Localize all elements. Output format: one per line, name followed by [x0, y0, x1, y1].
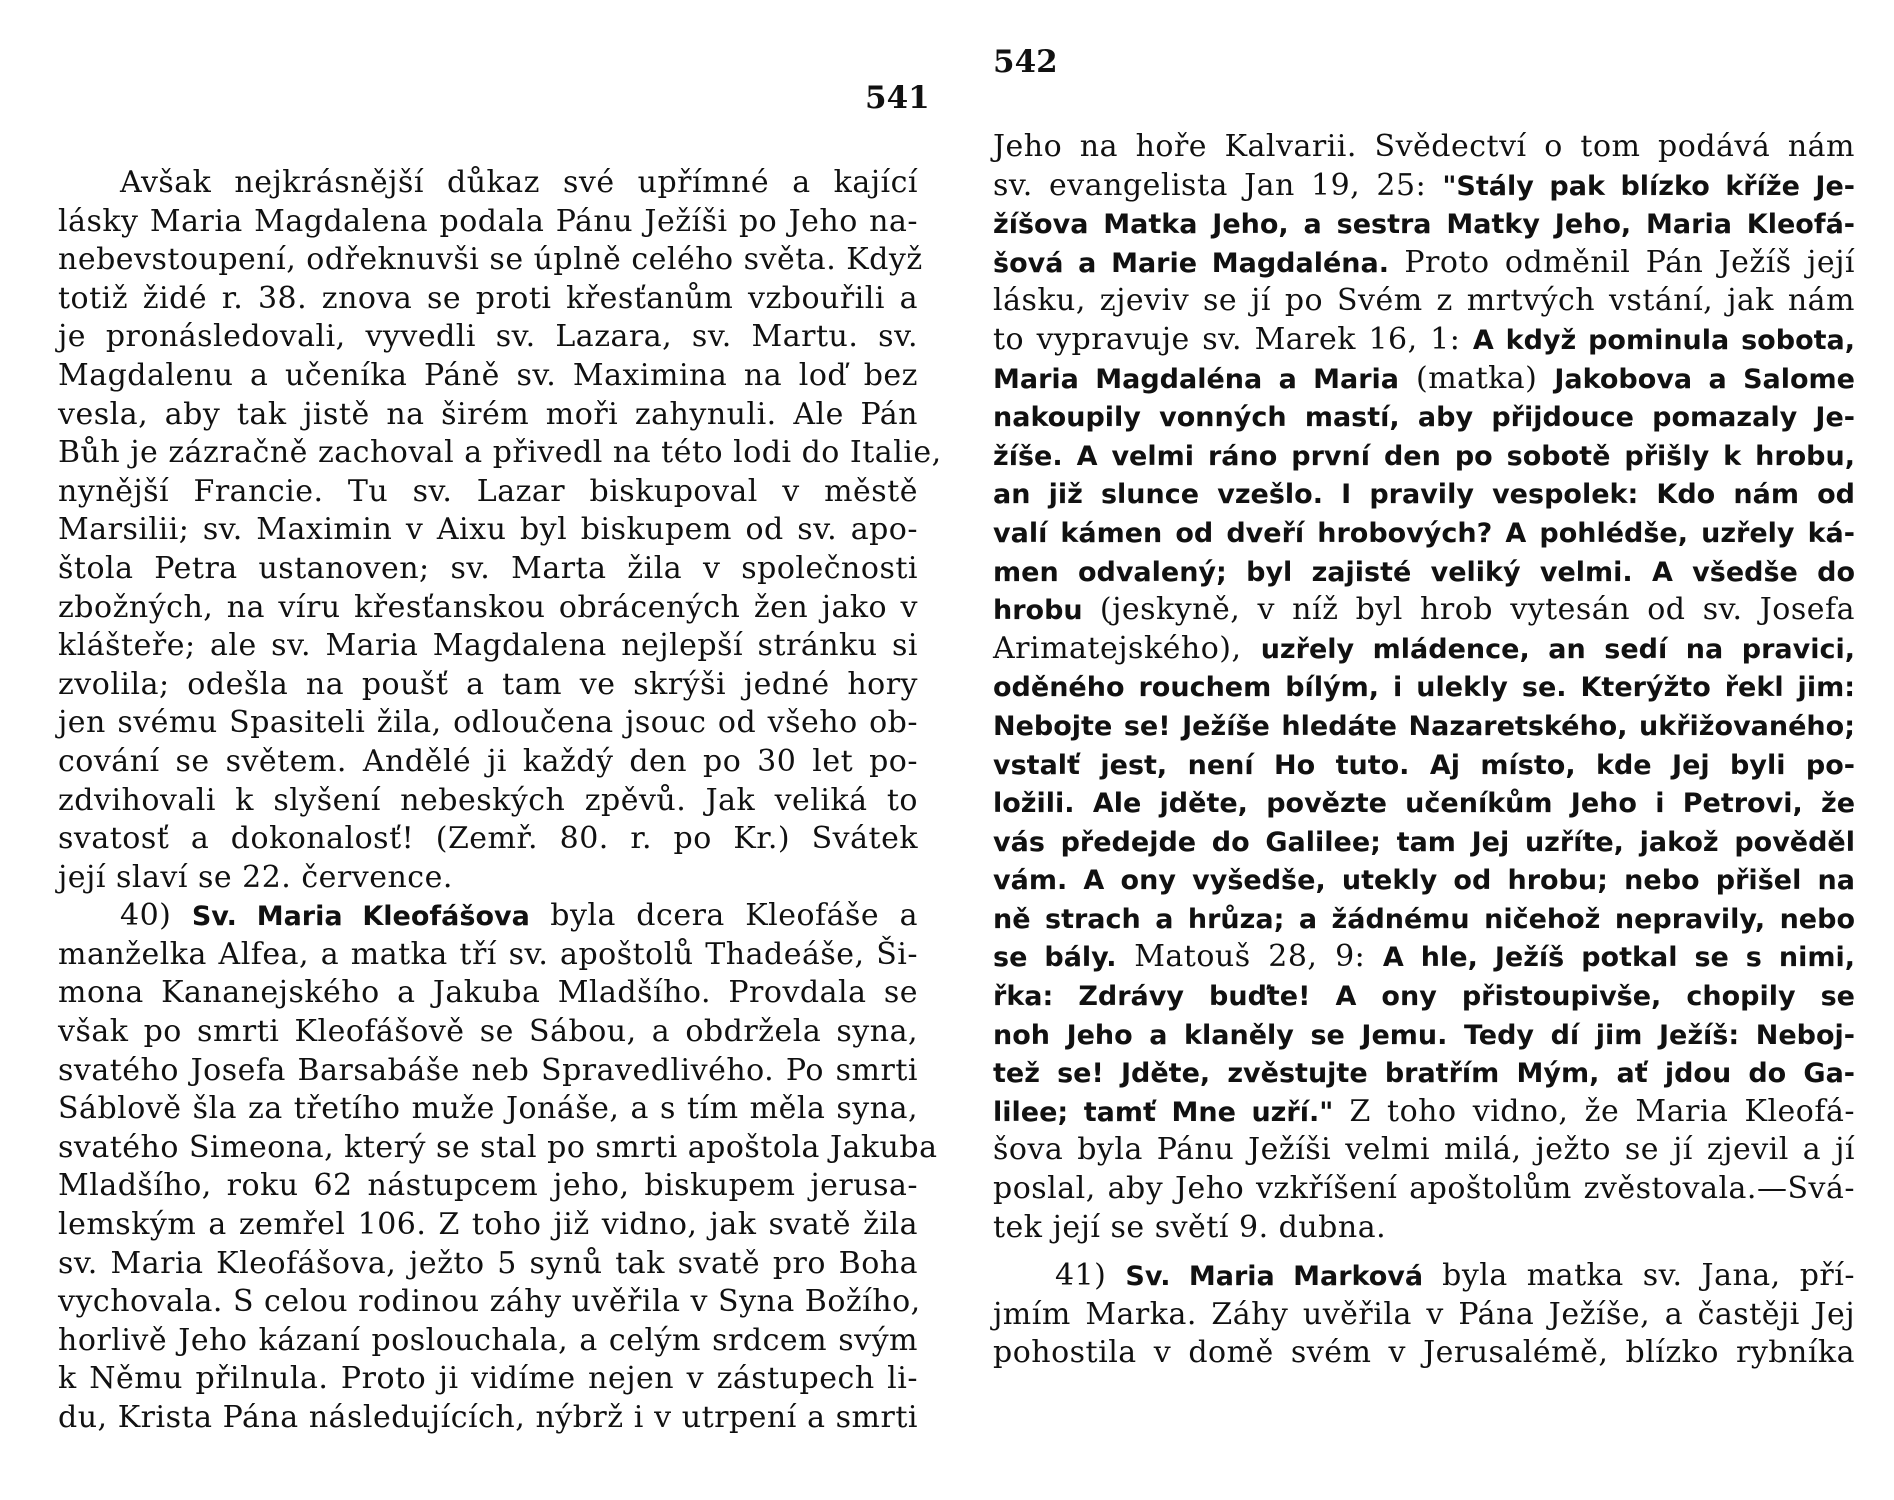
text-line: [58, 318, 918, 357]
text-line: [993, 1334, 1855, 1373]
text-line: [58, 473, 918, 512]
text-line: [993, 553, 1855, 592]
bold-text-segment: men odvalený; byl zajisté veliký velmi. A všedše do: [993, 556, 1855, 588]
text-segment: 40): [120, 898, 192, 934]
text-line: [993, 861, 1855, 900]
text-segment: lásky Maria Magdalena podala Pánu Ježíši po Jeho na-: [58, 203, 918, 239]
text-line: [993, 1054, 1855, 1093]
text-line: [58, 820, 918, 859]
text-line: [993, 398, 1855, 437]
text-segment: tek její se světí 9. dubna.: [993, 1209, 1387, 1245]
bold-text-segment: oděného rouchem bílým, i ulekly se. Kterýžto řekl jim:: [993, 672, 1855, 704]
text-segment: (jeskyně, v níž byl hrob vytesán od sv. Josefa: [1082, 592, 1855, 628]
text-segment: však po smrti Kleofášově se Sábou, a obdržela syna,: [58, 1014, 918, 1050]
text-line: [58, 1360, 918, 1399]
text-segment: cování se světem. Andělé ji každý den po 30 let po-: [58, 743, 918, 779]
text-line: [993, 514, 1855, 553]
text-line: [58, 1245, 918, 1284]
text-line: [58, 1167, 918, 1206]
bold-text-segment: ložili. Ale jděte, povězte učeníkům Jeho i Petrovi, že: [993, 788, 1855, 820]
text-line: [993, 1016, 1855, 1055]
text-line: [993, 707, 1855, 746]
text-line: [993, 360, 1855, 399]
text-line: [58, 1013, 918, 1052]
text-segment: lásku, zjeviv se jí po Svém z mrtvých vstání, jak nám: [993, 283, 1855, 319]
text-line: [993, 244, 1855, 283]
bold-text-segment: vstalť jest, není Ho tuto. Aj místo, kde Jej byli po-: [993, 749, 1855, 781]
text-segment: byla matka sv. Jana, pří-: [1423, 1258, 1855, 1294]
text-segment: šova byla Pánu Ježíši velmi milá, ježto se jí zjevil a jí: [993, 1132, 1855, 1168]
text-segment: (matka): [1399, 360, 1555, 396]
bold-text-segment: vám. A ony vyšedše, utekly od hrobu; nebo přišel na: [993, 865, 1855, 897]
text-line: [993, 823, 1855, 862]
text-segment: to vypravuje sv. Marek 16, 1:: [993, 321, 1473, 357]
text-line: [58, 704, 918, 743]
text-line: [58, 396, 918, 435]
bold-text-segment: an již slunce vzešlo. I pravily vespolek: Kdo nám od: [993, 479, 1855, 511]
text-segment: Arimatejského),: [993, 630, 1261, 666]
text-segment: Bůh je zázračně zachoval a přivedl na této lodi do Italie,: [58, 435, 942, 471]
text-segment: zbožných, na víru křesťanskou obrácených žen jako v: [58, 589, 918, 625]
bold-text-segment: Maria Magdaléna a Maria: [993, 363, 1400, 395]
bold-text-segment: Sv. Maria Marková: [1125, 1261, 1424, 1293]
text-line: [993, 784, 1855, 823]
text-line: [58, 164, 918, 203]
bold-text-segment: ně strach a hrůza; a žádnému ničehož nepravily, nebo: [993, 903, 1855, 935]
text-segment: poslal, aby Jeho vzkříšení apoštolům zvěstovala.—Svá-: [993, 1171, 1855, 1207]
text-segment: jmím Marka. Záhy uvěřila v Pána Ježíše, a častěji Jej: [993, 1296, 1855, 1332]
bold-text-segment: řka: Zdrávy buďte! A ony přistoupivše, chopily se: [993, 981, 1855, 1013]
paragraph-gap: [993, 1247, 1855, 1257]
bold-text-segment: šová a Marie Magdaléna.: [993, 247, 1389, 279]
text-line: [58, 1399, 918, 1438]
bold-text-segment: žíšova Matka Jeho, a sestra Matky Jeho, Maria Kleofá-: [993, 209, 1855, 241]
text-line: [993, 167, 1855, 206]
bold-text-segment: uzřely mládence, an sedí na pravici,: [1260, 633, 1855, 665]
bold-text-segment: hrobu: [993, 595, 1083, 627]
text-segment: Magdalenu a učeníka Páně sv. Maximina na loď bez: [58, 357, 918, 393]
text-segment: je pronásledovali, vyvedli sv. Lazara, sv. Martu. sv.: [58, 319, 918, 355]
bold-text-segment: valí kámen od dveří hrobových? A pohlédše, uzřely ká-: [993, 517, 1855, 549]
text-line: [58, 1052, 918, 1091]
text-line: [993, 205, 1855, 244]
text-segment: Avšak nejkrásnější důkaz své upřímné a kající: [120, 165, 918, 200]
right-page: [947, 0, 1887, 1500]
text-line: [993, 1257, 1855, 1296]
text-segment: Matouš 28, 9:: [1116, 939, 1383, 975]
text-line: [58, 589, 918, 628]
text-line: [993, 1093, 1855, 1132]
text-segment: svatosť a dokonalosť! (Zemř. 80. r. po Kr.) Svátek: [58, 821, 918, 857]
text-line: [993, 1170, 1855, 1209]
text-segment: k Němu přilnula. Proto ji vidíme nejen v zástupech li-: [58, 1361, 918, 1397]
left-page: [0, 0, 940, 1500]
text-segment: du, Krista Pána následujících, nýbrž i v utrpení a smrti: [58, 1400, 918, 1435]
text-line: [58, 203, 918, 242]
text-segment: svatého Josefa Barsabáše neb Spravedlivého. Po smrti: [58, 1052, 918, 1088]
bold-text-segment: A hle, Ježíš potkal se s nimi,: [1382, 942, 1855, 974]
text-line: [993, 321, 1855, 360]
text-line: [58, 550, 918, 589]
text-line: [58, 280, 918, 319]
page-number: 541: [865, 80, 930, 116]
text-line: [58, 1283, 921, 1322]
bold-text-segment: nakoupily vonných mastí, aby přijdouce pomazaly Je-: [993, 402, 1855, 434]
text-segment: vesla, aby tak jistě na širém moři zahynuli. Ale Pán: [58, 396, 918, 432]
bold-text-segment: se bály.: [993, 942, 1117, 974]
text-segment: pohostila v domě svém v Jerusalémě, blízko rybníka: [993, 1335, 1855, 1371]
text-segment: 41): [1055, 1258, 1126, 1294]
text-segment: jen svému Spasiteli žila, odloučena jsouc od všeho ob-: [58, 705, 918, 741]
text-line: [993, 591, 1855, 630]
text-line: [993, 900, 1855, 939]
text-line: [58, 897, 918, 936]
text-line: [58, 1206, 918, 1245]
text-segment: manželka Alfea, a matka tří sv. apoštolů Thadeáše, Ši-: [58, 936, 918, 972]
text-segment: Sáblově šla za třetího muže Jonáše, a s tím měla syna,: [58, 1091, 918, 1127]
text-line: [58, 1090, 918, 1129]
text-segment: mona Kananejského a Jakuba Mladšího. Provdala se: [58, 975, 918, 1011]
text-line: [993, 630, 1855, 669]
text-segment: sv. Maria Kleofášova, ježto 5 synů tak svatě pro Boha: [58, 1245, 918, 1281]
text-segment: zvolila; odešla na poušť a tam ve skrýši jedné hory: [58, 666, 918, 702]
text-line: [58, 627, 918, 666]
text-segment: Marsilii; sv. Maximin v Aixu byl biskupem od sv. apo-: [58, 512, 918, 548]
text-line: [58, 434, 942, 473]
text-line: [993, 1209, 1855, 1248]
text-segment: svatého Simeona, který se stal po smrti apoštola Jakuba: [58, 1129, 938, 1165]
text-line: [58, 357, 918, 396]
text-line: [58, 859, 918, 898]
bold-text-segment: noh Jeho a klaněly se Jemu. Tedy dí jim Ježíš: Neboj-: [993, 1019, 1855, 1051]
text-line: [993, 977, 1855, 1016]
page-body-text: [993, 128, 1855, 1373]
bold-text-segment: lilee; tamť Mne uzří.": [993, 1096, 1334, 1128]
text-line: [58, 743, 918, 782]
page-number: 542: [993, 44, 1058, 80]
text-segment: sv. evangelista Jan 19, 25:: [993, 167, 1443, 203]
text-line: [993, 746, 1855, 785]
text-segment: Proto odměnil Pán Ježíš její: [1389, 244, 1855, 280]
text-line: [993, 475, 1855, 514]
text-segment: lemským a zemřel 106. Z toho již vidno, jak svatě žila: [58, 1207, 918, 1243]
bold-text-segment: Jakobova a Salome: [1554, 363, 1855, 395]
text-line: [993, 668, 1855, 707]
text-line: [58, 1129, 938, 1168]
bold-text-segment: A když pominula sobota,: [1472, 324, 1855, 356]
text-line: [58, 1322, 918, 1361]
text-line: [993, 1296, 1855, 1335]
bold-text-segment: Nebojte se! Ježíše hledáte Nazaretského, ukřižovaného;: [993, 710, 1855, 742]
text-segment: nynější Francie. Tu sv. Lazar biskupoval v městě: [58, 473, 918, 509]
text-line: [58, 782, 918, 821]
text-segment: Z toho vidno, že Maria Kleofá-: [1333, 1093, 1855, 1129]
text-line: [58, 241, 923, 280]
bold-text-segment: Sv. Maria Kleofášova: [191, 901, 530, 933]
page-body-text: [58, 164, 942, 1438]
text-segment: totiž židé r. 38. znova se proti křesťanům vzbouřili a: [58, 280, 918, 316]
bold-text-segment: "Stály pak blízko kříže Je-: [1442, 170, 1855, 202]
bold-text-segment: tež se! Jděte, zvěstujte bratřím Mým, ať jdou do Ga-: [993, 1058, 1855, 1090]
text-segment: nebevstoupení, odřeknuvši se úplně celého světa. Když: [58, 242, 923, 278]
text-line: [993, 437, 1855, 476]
text-segment: Mladšího, roku 62 nástupcem jeho, biskupem jerusa-: [58, 1168, 918, 1204]
text-line: [58, 974, 918, 1013]
bold-text-segment: žíše. A velmi ráno první den po sobotě přišly k hrobu,: [993, 440, 1855, 472]
text-segment: štola Petra ustanoven; sv. Marta žila v společnosti: [58, 550, 918, 586]
text-line: [993, 938, 1855, 977]
text-line: [993, 128, 1855, 167]
text-segment: horlivě Jeho kázaní poslouchala, a celým srdcem svým: [58, 1322, 918, 1358]
text-segment: klášteře; ale sv. Maria Magdalena nejlepší stránku si: [58, 628, 918, 664]
text-segment: byla dcera Kleofáše a: [529, 898, 918, 934]
text-line: [58, 936, 918, 975]
text-segment: vychovala. S celou rodinou záhy uvěřila v Syna Božího,: [58, 1284, 921, 1320]
text-segment: zdvihovali k slyšení nebeských zpěvů. Jak veliká to: [58, 782, 918, 818]
text-line: [58, 511, 918, 550]
text-line: [993, 282, 1855, 321]
text-segment: Jeho na hoře Kalvarii. Svědectví o tom podává nám: [993, 129, 1855, 164]
text-segment: její slaví se 22. července.: [58, 859, 453, 895]
bold-text-segment: vás předejde do Galilee; tam Jej uzříte, jakož pověděl: [993, 826, 1855, 858]
text-line: [58, 666, 918, 705]
text-line: [993, 1131, 1855, 1170]
